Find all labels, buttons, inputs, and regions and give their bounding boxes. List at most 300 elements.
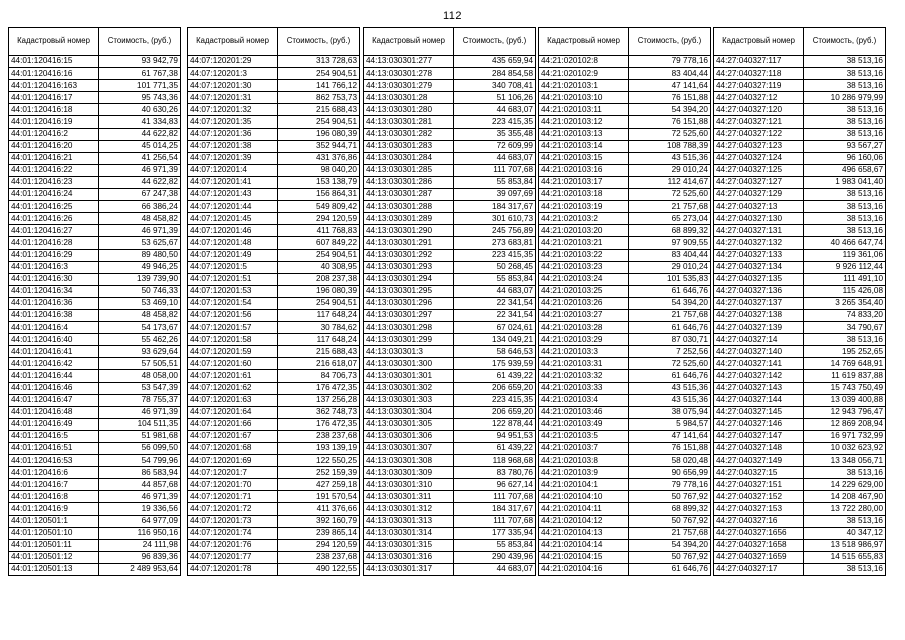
cost-cell: 223 415,35 (454, 249, 536, 261)
cost-cell: 38 513,16 (804, 116, 886, 128)
cadastral-number-cell: 44:13:030301:314 (364, 527, 454, 539)
table-row (364, 430, 536, 442)
cost-cell: 21 757,68 (629, 527, 711, 539)
table-row (539, 176, 711, 188)
cadastral-number-cell: 44:21:020103:9 (539, 467, 629, 479)
cadastral-number-cell: 44:21:020103:11 (539, 104, 629, 116)
cost-cell: 496 658,67 (804, 164, 886, 176)
cost-cell: 21 757,68 (629, 201, 711, 213)
cost-cell: 549 809,42 (278, 201, 360, 213)
cost-cell: 122 550,25 (278, 455, 360, 467)
table-row (9, 285, 181, 297)
cadastral-number-cell: 44:01:120416:20 (9, 140, 99, 152)
cadastral-number-cell: 44:01:120416:22 (9, 164, 99, 176)
cost-cell: 112 414,67 (629, 176, 711, 188)
table-row (188, 56, 360, 68)
header-cadastral-number: Кадастровый номер (188, 28, 278, 56)
cost-cell: 38 513,16 (804, 56, 886, 68)
cost-cell: 38 075,94 (629, 406, 711, 418)
cadastral-number-cell: 44:01:120416:23 (9, 176, 99, 188)
cost-cell: 862 753,73 (278, 92, 360, 104)
cadastral-number-cell: 44:01:120416:48 (9, 406, 99, 418)
cadastral-number-cell: 44:13:030301:296 (364, 297, 454, 309)
table-row (714, 394, 886, 406)
table-row (9, 116, 181, 128)
cost-cell: 117 648,24 (278, 334, 360, 346)
cost-cell: 96 160,06 (804, 152, 886, 164)
cadastral-number-cell: 44:01:120416:30 (9, 273, 99, 285)
cadastral-number-cell: 44:13:030301:292 (364, 249, 454, 261)
table-row (364, 116, 536, 128)
table-row (539, 140, 711, 152)
tables-container (0, 27, 905, 619)
cadastral-number-cell: 44:01:120416:24 (9, 189, 99, 201)
cadastral-number-cell: 44:13:030301:291 (364, 237, 454, 249)
table-row (364, 189, 536, 201)
table-row (714, 491, 886, 503)
cost-cell: 43 515,36 (629, 394, 711, 406)
cost-cell: 254 904,51 (278, 68, 360, 80)
cost-cell: 54 394,20 (629, 539, 711, 551)
cost-cell: 116 950,16 (99, 527, 181, 539)
table-row (188, 249, 360, 261)
cadastral-number-cell: 44:13:030301:310 (364, 479, 454, 491)
cost-cell: 86 583,94 (99, 467, 181, 479)
cost-cell: 95 743,36 (99, 92, 181, 104)
header-cost: Стоимость, (руб.) (99, 28, 181, 56)
table-row (9, 80, 181, 92)
cadastral-number-cell: 44:07:120201:76 (188, 539, 278, 551)
cadastral-number-cell: 44:13:030301:311 (364, 491, 454, 503)
cadastral-number-cell: 44:21:020103:21 (539, 237, 629, 249)
table-row (714, 309, 886, 321)
cost-cell: 44 622,82 (99, 176, 181, 188)
cost-cell: 196 080,39 (278, 285, 360, 297)
table-row (539, 309, 711, 321)
table-row (714, 563, 886, 575)
table-row (539, 152, 711, 164)
cadastral-number-cell: 44:07:120201:67 (188, 430, 278, 442)
cost-cell: 35 355,48 (454, 128, 536, 140)
cadastral-number-cell: 44:13:030301:309 (364, 467, 454, 479)
table-row (9, 334, 181, 346)
cadastral-number-cell: 44:21:020103:13 (539, 128, 629, 140)
cadastral-number-cell: 44:21:020103:33 (539, 382, 629, 394)
cadastral-number-cell: 44:27:040327:117 (714, 56, 804, 68)
table-row (364, 479, 536, 491)
table-row (188, 176, 360, 188)
table-row (9, 92, 181, 104)
table-row (714, 443, 886, 455)
cadastral-number-cell: 44:07:120201:32 (188, 104, 278, 116)
cadastral-number-cell: 44:27:040327:17 (714, 563, 804, 575)
table-row (9, 418, 181, 430)
cost-cell: 284 854,58 (454, 68, 536, 80)
cost-cell: 76 151,88 (629, 92, 711, 104)
table-row (188, 443, 360, 455)
cost-cell: 411 768,83 (278, 225, 360, 237)
table-row (714, 455, 886, 467)
cost-cell: 340 708,41 (454, 80, 536, 92)
cost-cell: 76 151,88 (629, 116, 711, 128)
cost-cell: 111 707,68 (454, 164, 536, 176)
table-row (364, 358, 536, 370)
table-row (539, 201, 711, 213)
table-row (9, 467, 181, 479)
table-row (539, 539, 711, 551)
table-row (539, 80, 711, 92)
table-row (9, 309, 181, 321)
cost-cell: 47 141,64 (629, 430, 711, 442)
cost-cell: 94 951,53 (454, 430, 536, 442)
cost-cell: 79 778,16 (629, 479, 711, 491)
cadastral-number-cell: 44:07:120201:57 (188, 322, 278, 334)
cadastral-number-cell: 44:01:120416:26 (9, 213, 99, 225)
table-row (188, 261, 360, 273)
table-row (188, 455, 360, 467)
cadastral-number-cell: 44:21:020103:49 (539, 418, 629, 430)
cost-cell: 206 659,20 (454, 406, 536, 418)
cadastral-number-cell: 44:07:120201:30 (188, 80, 278, 92)
cost-cell: 38 513,16 (804, 104, 886, 116)
cadastral-number-cell: 44:07:120201:78 (188, 563, 278, 575)
table-row (539, 418, 711, 430)
cost-cell: 254 904,51 (278, 297, 360, 309)
cost-cell: 38 513,16 (804, 189, 886, 201)
cadastral-number-cell: 44:27:040327:12 (714, 92, 804, 104)
cadastral-number-cell: 44:07:120201:53 (188, 285, 278, 297)
cadastral-number-cell: 44:27:040327:135 (714, 273, 804, 285)
cost-cell: 435 659,94 (454, 56, 536, 68)
cadastral-number-cell: 44:07:120201:61 (188, 370, 278, 382)
table-row (9, 455, 181, 467)
table-row (714, 527, 886, 539)
cost-cell: 53 547,39 (99, 382, 181, 394)
cadastral-number-cell: 44:13:030301:281 (364, 116, 454, 128)
cost-cell: 61 439,22 (454, 370, 536, 382)
cadastral-number-cell: 44:01:120416:25 (9, 201, 99, 213)
cost-cell: 83 404,44 (629, 68, 711, 80)
header-cost: Стоимость, (руб.) (804, 28, 886, 56)
cost-cell: 215 688,43 (278, 346, 360, 358)
cadastral-number-cell: 44:21:020103:18 (539, 189, 629, 201)
cost-cell: 607 849,22 (278, 237, 360, 249)
cost-cell: 44 683,07 (454, 285, 536, 297)
cadastral-number-cell: 44:01:120416:36 (9, 297, 99, 309)
cadastral-number-cell: 44:13:030301:317 (364, 563, 454, 575)
cadastral-number-cell: 44:13:030301:294 (364, 273, 454, 285)
cost-cell: 14 769 648,91 (804, 358, 886, 370)
cost-cell: 19 336,56 (99, 503, 181, 515)
table-row (188, 201, 360, 213)
cost-cell: 54 394,20 (629, 104, 711, 116)
cadastral-number-cell: 44:13:030301:288 (364, 201, 454, 213)
cost-cell: 13 348 056,71 (804, 455, 886, 467)
cadastral-number-cell: 44:01:120416:3 (9, 261, 99, 273)
cost-cell: 51 106,26 (454, 92, 536, 104)
table-row (9, 443, 181, 455)
cadastral-number-cell: 44:13:030301:306 (364, 430, 454, 442)
cadastral-number-cell: 44:21:020103:2 (539, 213, 629, 225)
table-row (188, 116, 360, 128)
cost-cell: 61 646,76 (629, 285, 711, 297)
cadastral-number-cell: 44:21:020103:29 (539, 334, 629, 346)
cost-cell: 40 630,26 (99, 104, 181, 116)
table-row (188, 430, 360, 442)
cost-cell: 39 097,69 (454, 189, 536, 201)
cost-cell: 239 865,14 (278, 527, 360, 539)
cost-cell: 223 415,35 (454, 394, 536, 406)
cadastral-number-cell: 44:27:040327:130 (714, 213, 804, 225)
cost-cell: 53 625,67 (99, 237, 181, 249)
table-row (539, 370, 711, 382)
cost-cell: 55 462,26 (99, 334, 181, 346)
cost-cell: 93 942,79 (99, 56, 181, 68)
table-row (9, 539, 181, 551)
cost-cell: 61 646,76 (629, 563, 711, 575)
cadastral-number-cell: 44:13:030301:303 (364, 394, 454, 406)
table-row (539, 430, 711, 442)
cadastral-number-cell: 44:01:120416:15 (9, 56, 99, 68)
table-row (188, 394, 360, 406)
table-row (714, 467, 886, 479)
cost-cell: 101 771,35 (99, 80, 181, 92)
table-row (539, 56, 711, 68)
cost-cell: 56 099,50 (99, 443, 181, 455)
cadastral-number-cell: 44:01:120501:12 (9, 551, 99, 563)
cost-cell: 176 472,35 (278, 382, 360, 394)
table-row (364, 309, 536, 321)
cadastral-table-1 (8, 27, 181, 576)
cadastral-number-cell: 44:07:120201:38 (188, 140, 278, 152)
cost-cell: 66 386,24 (99, 201, 181, 213)
cost-cell: 392 160,79 (278, 515, 360, 527)
cost-cell: 139 739,90 (99, 273, 181, 285)
cost-cell: 352 944,71 (278, 140, 360, 152)
table-row (188, 213, 360, 225)
table-row (539, 322, 711, 334)
cost-cell: 54 394,20 (629, 297, 711, 309)
table-row (539, 261, 711, 273)
table-row (9, 56, 181, 68)
cadastral-number-cell: 44:01:120416:46 (9, 382, 99, 394)
cost-cell: 45 014,25 (99, 140, 181, 152)
table-row (714, 539, 886, 551)
cost-cell: 196 080,39 (278, 128, 360, 140)
cadastral-number-cell: 44:07:120201:59 (188, 346, 278, 358)
cadastral-number-cell: 44:07:120201:64 (188, 406, 278, 418)
table-row (539, 237, 711, 249)
cost-cell: 34 790,67 (804, 322, 886, 334)
cost-cell: 12 869 208,94 (804, 418, 886, 430)
cadastral-number-cell: 44:07:120201:70 (188, 479, 278, 491)
table-row (9, 140, 181, 152)
cadastral-number-cell: 44:07:120201:56 (188, 309, 278, 321)
table-row (188, 370, 360, 382)
table-row (714, 225, 886, 237)
cost-cell: 9 926 112,44 (804, 261, 886, 273)
table-row (188, 322, 360, 334)
cost-cell: 38 513,16 (804, 201, 886, 213)
cost-cell: 48 058,00 (99, 370, 181, 382)
table-row (714, 80, 886, 92)
cost-cell: 40 347,12 (804, 527, 886, 539)
cost-cell: 50 767,92 (629, 491, 711, 503)
cost-cell: 411 376,66 (278, 503, 360, 515)
cost-cell: 61 646,76 (629, 370, 711, 382)
table-row (364, 346, 536, 358)
table-row (539, 443, 711, 455)
cost-cell: 55 853,84 (454, 539, 536, 551)
cost-cell: 13 722 280,00 (804, 503, 886, 515)
table-row (539, 346, 711, 358)
cadastral-number-cell: 44:01:120416:28 (9, 237, 99, 249)
cost-cell: 111 707,68 (454, 491, 536, 503)
cadastral-number-cell: 44:27:040327:133 (714, 249, 804, 261)
header-cost: Стоимость, (руб.) (454, 28, 536, 56)
cost-cell: 12 943 796,47 (804, 406, 886, 418)
table-row (364, 92, 536, 104)
table-row (714, 406, 886, 418)
cost-cell: 29 010,24 (629, 261, 711, 273)
cadastral-number-cell: 44:13:030301:280 (364, 104, 454, 116)
table-row (188, 539, 360, 551)
cost-cell: 254 904,51 (278, 249, 360, 261)
cost-cell: 294 120,59 (278, 539, 360, 551)
cadastral-number-cell: 44:27:040327:15 (714, 467, 804, 479)
cadastral-number-cell: 44:01:120416:6 (9, 467, 99, 479)
cost-cell: 48 458,82 (99, 309, 181, 321)
cost-cell: 301 610,73 (454, 213, 536, 225)
cost-cell: 108 788,39 (629, 140, 711, 152)
table-row (364, 515, 536, 527)
cadastral-number-cell: 44:27:040327:153 (714, 503, 804, 515)
table-row (364, 225, 536, 237)
table-row (364, 563, 536, 575)
cost-cell: 41 256,54 (99, 152, 181, 164)
cost-cell: 215 688,43 (278, 104, 360, 116)
cadastral-number-cell: 44:13:030301:308 (364, 455, 454, 467)
cost-cell: 15 743 750,49 (804, 382, 886, 394)
cost-cell: 191 570,54 (278, 491, 360, 503)
cadastral-number-cell: 44:01:120416:38 (9, 309, 99, 321)
cadastral-number-cell: 44:13:030301:307 (364, 443, 454, 455)
cadastral-number-cell: 44:13:030301:284 (364, 152, 454, 164)
cadastral-number-cell: 44:21:020103:28 (539, 322, 629, 334)
cadastral-number-cell: 44:13:030301:305 (364, 418, 454, 430)
table-row (714, 515, 886, 527)
cost-cell: 14 515 655,83 (804, 551, 886, 563)
table-row (364, 551, 536, 563)
cadastral-number-cell: 44:01:120416:17 (9, 92, 99, 104)
table-row (539, 455, 711, 467)
cadastral-number-cell: 44:07:120201:73 (188, 515, 278, 527)
cost-cell: 44 857,68 (99, 479, 181, 491)
cost-cell: 54 799,96 (99, 455, 181, 467)
table-row (714, 68, 886, 80)
table-row (9, 406, 181, 418)
table-row (714, 249, 886, 261)
cost-cell: 254 904,51 (278, 116, 360, 128)
table-row (364, 68, 536, 80)
cadastral-number-cell: 44:01:120416:4 (9, 322, 99, 334)
cost-cell: 184 317,67 (454, 503, 536, 515)
table-row (364, 104, 536, 116)
cadastral-number-cell: 44:21:020103:1 (539, 80, 629, 92)
table-row (9, 515, 181, 527)
cadastral-number-cell: 44:21:020103:27 (539, 309, 629, 321)
cost-cell: 76 151,88 (629, 443, 711, 455)
cadastral-number-cell: 44:01:120416:34 (9, 285, 99, 297)
table-row (188, 418, 360, 430)
table-row (9, 297, 181, 309)
table-header-row (9, 28, 181, 56)
cadastral-number-cell: 44:21:020103:32 (539, 370, 629, 382)
cadastral-number-cell: 44:21:020103:46 (539, 406, 629, 418)
cost-cell: 104 511,35 (99, 418, 181, 430)
cadastral-number-cell: 44:01:120416:7 (9, 479, 99, 491)
table-row (188, 382, 360, 394)
table-row (9, 527, 181, 539)
cost-cell: 55 853,84 (454, 176, 536, 188)
cadastral-number-cell: 44:27:040327:152 (714, 491, 804, 503)
table-row (714, 285, 886, 297)
cadastral-number-cell: 44:27:040327:142 (714, 370, 804, 382)
cadastral-number-cell: 44:27:040327:120 (714, 104, 804, 116)
cadastral-number-cell: 44:21:020104:15 (539, 551, 629, 563)
cost-cell: 101 535,83 (629, 273, 711, 285)
cadastral-number-cell: 44:21:020104:13 (539, 527, 629, 539)
cost-cell: 193 139,19 (278, 443, 360, 455)
table-row (364, 527, 536, 539)
table-row (539, 358, 711, 370)
cost-cell: 21 757,68 (629, 309, 711, 321)
cost-cell: 137 256,28 (278, 394, 360, 406)
cost-cell: 57 505,51 (99, 358, 181, 370)
cost-cell: 72 525,60 (629, 189, 711, 201)
table-row (364, 394, 536, 406)
cadastral-number-cell: 44:07:120201:7 (188, 467, 278, 479)
table-row (539, 334, 711, 346)
cost-cell: 46 971,39 (99, 164, 181, 176)
cost-cell: 38 513,16 (804, 68, 886, 80)
cost-cell: 49 946,25 (99, 261, 181, 273)
cadastral-table-5 (713, 27, 886, 576)
table-row (714, 56, 886, 68)
table-row (364, 334, 536, 346)
table-row (188, 334, 360, 346)
cost-cell: 119 361,06 (804, 249, 886, 261)
table-row (188, 467, 360, 479)
table-row (714, 261, 886, 273)
cadastral-number-cell: 44:13:030301:315 (364, 539, 454, 551)
cadastral-number-cell: 44:27:040327:134 (714, 261, 804, 273)
table-row (188, 346, 360, 358)
table-row (9, 68, 181, 80)
cadastral-number-cell: 44:27:040327:1659 (714, 551, 804, 563)
cadastral-number-cell: 44:27:040327:145 (714, 406, 804, 418)
table-row (188, 515, 360, 527)
cadastral-number-cell: 44:01:120416:8 (9, 491, 99, 503)
table-row (539, 479, 711, 491)
cost-cell: 61 646,76 (629, 322, 711, 334)
cadastral-number-cell: 44:13:030301:282 (364, 128, 454, 140)
cost-cell: 38 513,16 (804, 467, 886, 479)
cost-cell: 30 784,62 (278, 322, 360, 334)
table-row (539, 164, 711, 176)
cadastral-number-cell: 44:13:030301:298 (364, 322, 454, 334)
cost-cell: 290 439,96 (454, 551, 536, 563)
